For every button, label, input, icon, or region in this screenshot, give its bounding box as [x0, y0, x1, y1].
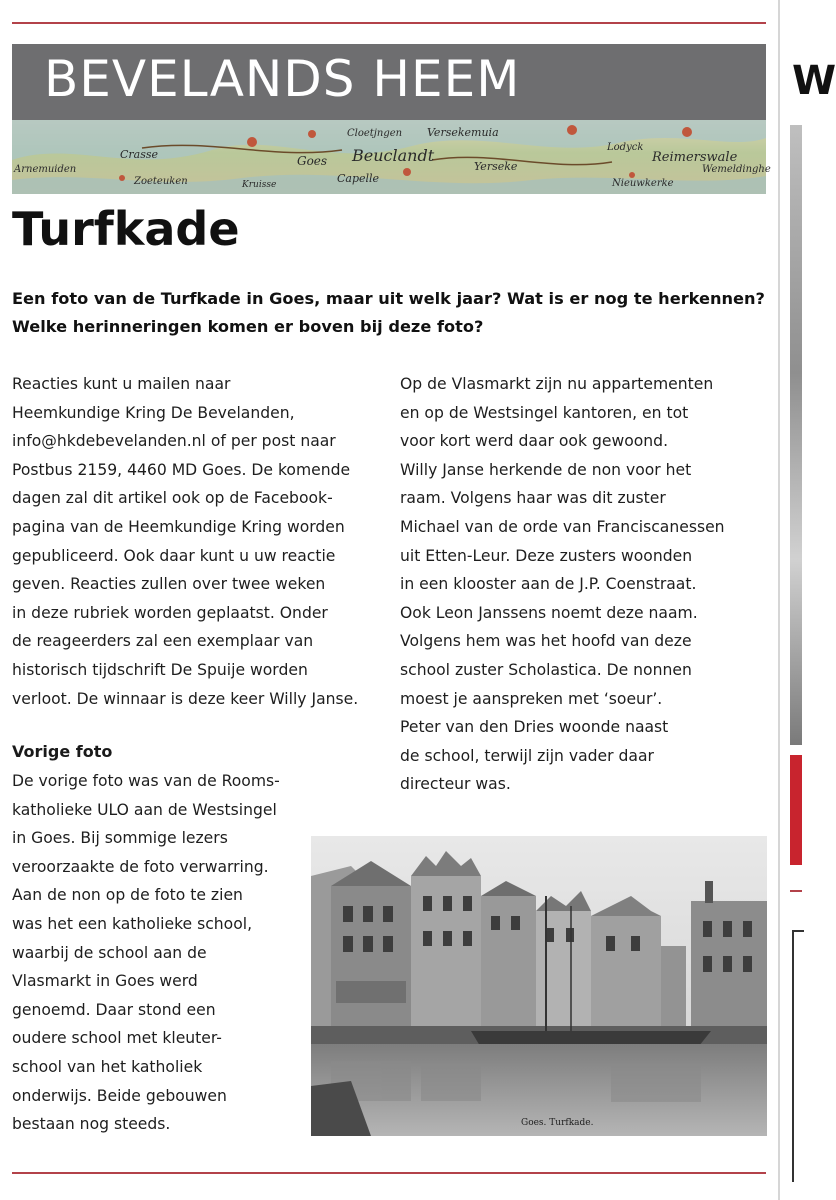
text-line: voor kort werd daar ook gewoond. [400, 432, 669, 451]
text-line: Volgens hem was het hoofd van deze [400, 632, 692, 651]
text-line: verloot. De winnaar is deze keer Willy Janse. [12, 689, 359, 708]
next-page-headline-fragment: W [792, 58, 836, 104]
next-page-rule [790, 890, 802, 892]
map-label: Zoeteuken [134, 176, 188, 187]
text-line: historisch tijdschrift De Spuije worden [12, 660, 308, 679]
map-label: Versekemuia [427, 126, 499, 139]
text-line: Postbus 2159, 4460 MD Goes. De komende [12, 460, 351, 479]
next-page-red-block [790, 755, 802, 865]
section-banner [12, 44, 766, 120]
map-label: Crasse [120, 148, 159, 161]
text-line: in Goes. Bij sommige lezers [12, 829, 228, 848]
text-line: school zuster Scholastica. De nonnen [400, 660, 692, 679]
text-line: Op de Vlasmarkt zijn nu appartementen [400, 375, 714, 393]
text-line: was het een katholieke school, [12, 914, 253, 933]
text-line: dagen zal dit artikel ook op de Facebook- [12, 489, 333, 508]
previous-photo-subhead: Vorige foto [12, 742, 113, 761]
text-line: gepubliceerd. Ook daar kunt u uw reactie [12, 546, 336, 565]
text-line: Aan de non op de foto te zien [12, 886, 243, 905]
text-line: bestaan nog steeds. [12, 1115, 171, 1134]
turfkade-photo [311, 836, 767, 1136]
text-line: Ook Leon Janssens noemt deze naam. [400, 603, 698, 622]
article-headline: Turfkade [12, 202, 240, 256]
next-page-box-fragment [792, 930, 804, 1182]
map-label: Kruisse [242, 180, 277, 190]
map-label: Reimerswale [652, 150, 738, 165]
text-line: raam. Volgens haar was dit zuster [400, 489, 666, 508]
map-label: Capelle [337, 172, 380, 185]
text-line: in een klooster aan de J.P. Coenstraat. [400, 575, 697, 594]
left-column-lower [12, 767, 312, 1139]
map-label: Lodyck [607, 142, 644, 153]
text-line: uit Etten-Leur. Deze zusters woonden [400, 546, 693, 565]
top-rule [12, 22, 766, 24]
intro-line: Een foto van de Turfkade in Goes, maar uit welk jaar? Wat is er nog te herkennen? [12, 289, 765, 308]
article-intro [12, 285, 772, 341]
bottom-rule [12, 1172, 766, 1174]
text-line: moest je aanspreken met ‘soeur’. [400, 689, 663, 708]
text-line: de reageerders zal een exemplaar van [12, 632, 314, 651]
text-line: Reacties kunt u mailen naar [12, 375, 231, 393]
old-map-strip [12, 120, 771, 194]
intro-line: Welke herinneringen komen er boven bij deze foto? [12, 317, 484, 336]
email-link: Heemkundige Kring De Bevelanden, [12, 403, 295, 422]
text-line: directeur was. [400, 775, 511, 794]
text-line: waarbij de school aan de [12, 943, 207, 962]
text-line: de school, terwijl zijn vader daar [400, 746, 654, 765]
section-title: BEVELANDS HEEM [44, 50, 521, 108]
map-label: Goes [297, 154, 328, 168]
map-label: Wemeldinghe [702, 164, 771, 175]
text-line: school van het katholiek [12, 1057, 203, 1076]
map-label: Yerseke [474, 160, 518, 173]
text-line: geven. Reacties zullen over twee weken [12, 575, 326, 594]
text-line: Peter van den Dries woonde naast [400, 718, 669, 737]
map-label: Arnemuiden [14, 164, 77, 175]
text-line: onderwijs. Beide gebouwen [12, 1086, 227, 1105]
text-line: genoemd. Daar stond een [12, 1000, 216, 1019]
text-line: katholieke ULO aan de Westsingel [12, 800, 277, 819]
text-line: veroorzaakte de foto verwarring. [12, 857, 269, 876]
text-line: pagina van de Heemkundige Kring worden [12, 517, 345, 536]
text-line: Willy Janse herkende de non voor het [400, 460, 692, 479]
text-line: in deze rubriek worden geplaatst. Onder [12, 603, 328, 622]
left-column [12, 370, 388, 713]
right-column [400, 370, 770, 799]
map-label: Nieuwkerke [612, 178, 674, 189]
text-line: en op de Westsingel kantoren, en tot [400, 403, 689, 422]
photo-caption: Goes. Turfkade. [521, 1118, 594, 1128]
text-line: Vlasmarkt in Goes werd [12, 972, 198, 991]
text-line[interactable]: info@hkdebevelanden.nl of per post naar [12, 432, 336, 451]
next-page-photo-fragment [790, 125, 802, 745]
map-label: Cloetjngen [347, 128, 403, 139]
text-line: De vorige foto was van de Rooms- [12, 772, 280, 790]
map-label: Beuclandt [352, 146, 435, 165]
text-line: oudere school met kleuter- [12, 1029, 222, 1048]
text-line: Michael van de orde van Franciscanessen [400, 517, 725, 536]
historic-photo-illustration [311, 836, 767, 1136]
